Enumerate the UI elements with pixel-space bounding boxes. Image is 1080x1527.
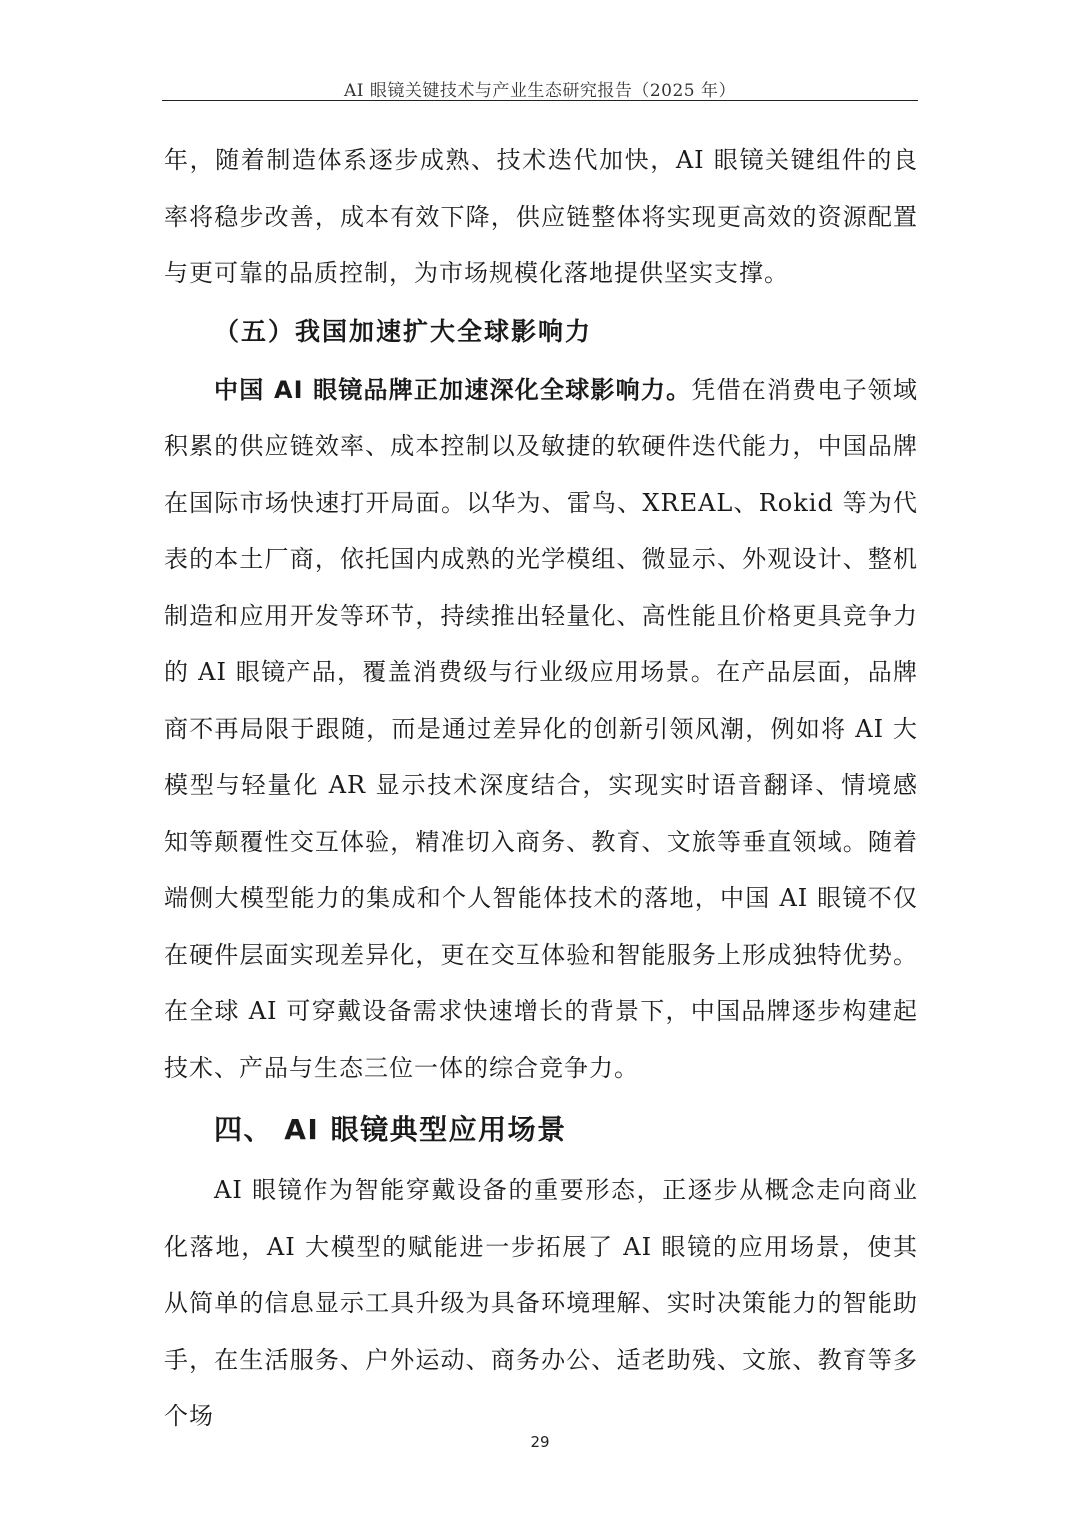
section-heading-application-scenarios: 四、 AI 眼镜典型应用场景: [214, 1113, 567, 1146]
running-header: AI 眼镜关键技术与产业生态研究报告（2025 年）: [343, 81, 737, 101]
paragraph-supply-chain: 年，随着制造体系逐步成熟、技术迭代加快，AI 眼镜关键组件的良率将稳步改善，成本有效下降，供应链整体将实现更高效的资源配置与更可靠的品质控制，为市场规模化落地提供坚实支撑。: [164, 146, 918, 287]
page-body: [164, 132, 918, 1445]
paragraph-lead-sentence: 中国 AI 眼镜品牌正加速深化全球影响力。: [214, 375, 692, 404]
subheading-global-influence: （五）我国加速扩大全球影响力: [214, 316, 593, 346]
paragraph-body-text: 凭借在消费电子领域积累的供应链效率、成本控制以及敏捷的软硬件迭代能力，中国品牌在国际市场快速打开局面。以华为、雷鸟、XREAL、Rokid 等为代表的本土厂商，依托国内成熟的光学模组、微显示、外观设计、整机制造和应用开发等环节，持续推出轻量化、高性能且价格更具竞争力的 AI 眼镜产品，覆盖消费级与行业级应用场景。在产品层面，品牌商不再局限于跟随，而是通过差异化的创新引领风潮，例如将 AI 大模型与轻量化 AR 显示技术深度结合，实现实时语音翻译、情境感知等颠覆性交互体验，精准切入商务、教育、文旅等垂直领域。随着端侧大模型能力的集成和个人智能体技术的落地，中国 AI 眼镜不仅在硬件层面实现差异化，更在交互体验和智能服务上形成独特优势。在全球 AI 可穿戴设备需求快速增长的背景下，中国品牌逐步构建起技术、产品与生态三位一体的综合竞争力。: [164, 375, 919, 1082]
paragraph-global-influence: [164, 362, 918, 1097]
paragraph-application-scenarios: AI 眼镜作为智能穿戴设备的重要形态，正逐步从概念走向商业化落地，AI 大模型的赋能进一步拓展了 AI 眼镜的应用场景，使其从简单的信息显示工具升级为具备环境理解、实时决策能力的智能助手，在生活服务、户外运动、商务办公、适老助残、文旅、教育等多个场: [164, 1176, 918, 1430]
page-number: 29: [530, 1433, 550, 1451]
header-divider: [162, 100, 918, 101]
